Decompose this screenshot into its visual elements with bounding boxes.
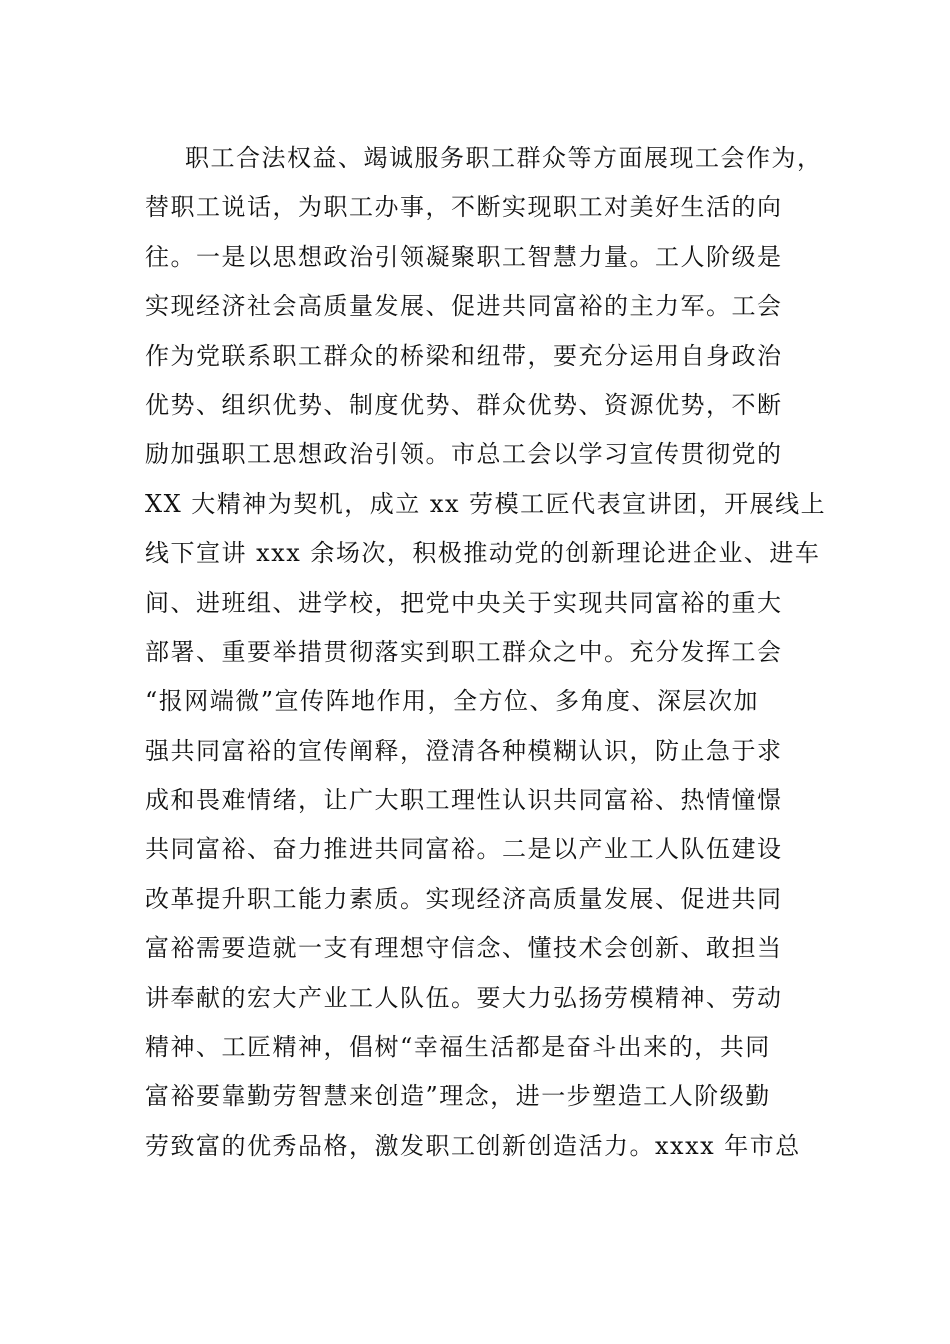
text-line: XX 大精神为契机，成立 xx 劳模工匠代表宣讲团，开展线上 [145, 489, 827, 518]
text-line: 讲奉献的宏大产业工人队伍。要大力弘扬劳模精神、劳动 [145, 983, 783, 1012]
text-line: 富裕需要造就一支有理想守信念、懂技术会创新、敢担当 [145, 934, 783, 963]
body-paragraph [145, 134, 827, 1171]
text-line: 实现经济社会高质量发展、促进共同富裕的主力军。工会 [145, 292, 783, 321]
text-line: 作为党联系职工群众的桥梁和纽带，要充分运用自身政治 [145, 341, 783, 370]
text-line: 部署、重要举措贯彻落实到职工群众之中。充分发挥工会 [145, 637, 783, 666]
text-line: 励加强职工思想政治引领。市总工会以学习宣传贯彻党的 [145, 440, 783, 469]
text-line: 往。一是以思想政治引领凝聚职工智慧力量。工人阶级是 [145, 242, 783, 271]
text-line: 成和畏难情绪，让广大职工理性认识共同富裕、热情憧憬 [145, 786, 783, 815]
text-line: 线下宣讲 xxx 余场次，积极推动党的创新理论进企业、进车 [145, 539, 821, 568]
text-line: 劳致富的优秀品格，激发职工创新创造活力。xxxx 年市总 [145, 1131, 801, 1160]
text-line: “报网端微”宣传阵地作用，全方位、多角度、深层次加 [145, 687, 760, 716]
text-line: 优势、组织优势、制度优势、群众优势、资源优势，不断 [145, 390, 783, 419]
text-line: 改革提升职工能力素质。实现经济高质量发展、促进共同 [145, 884, 783, 913]
text-line: 精神、工匠精神，倡树“幸福生活都是奋斗出来的，共同 [145, 1033, 771, 1062]
text-line: 替职工说话，为职工办事，不断实现职工对美好生活的向 [145, 193, 783, 222]
text-line: 间、进班组、进学校，把党中央关于实现共同富裕的重大 [145, 588, 783, 617]
text-line: 强共同富裕的宣传阐释，澄清各种模糊认识，防止急于求 [145, 736, 783, 765]
text-line: 职工合法权益、竭诚服务职工群众等方面展现工会作为， [185, 144, 823, 172]
text-line: 富裕要靠勤劳智慧来创造”理念，进一步塑造工人阶级勤 [145, 1082, 771, 1111]
text-line: 共同富裕、奋力推进共同富裕。二是以产业工人队伍建设 [145, 835, 783, 864]
